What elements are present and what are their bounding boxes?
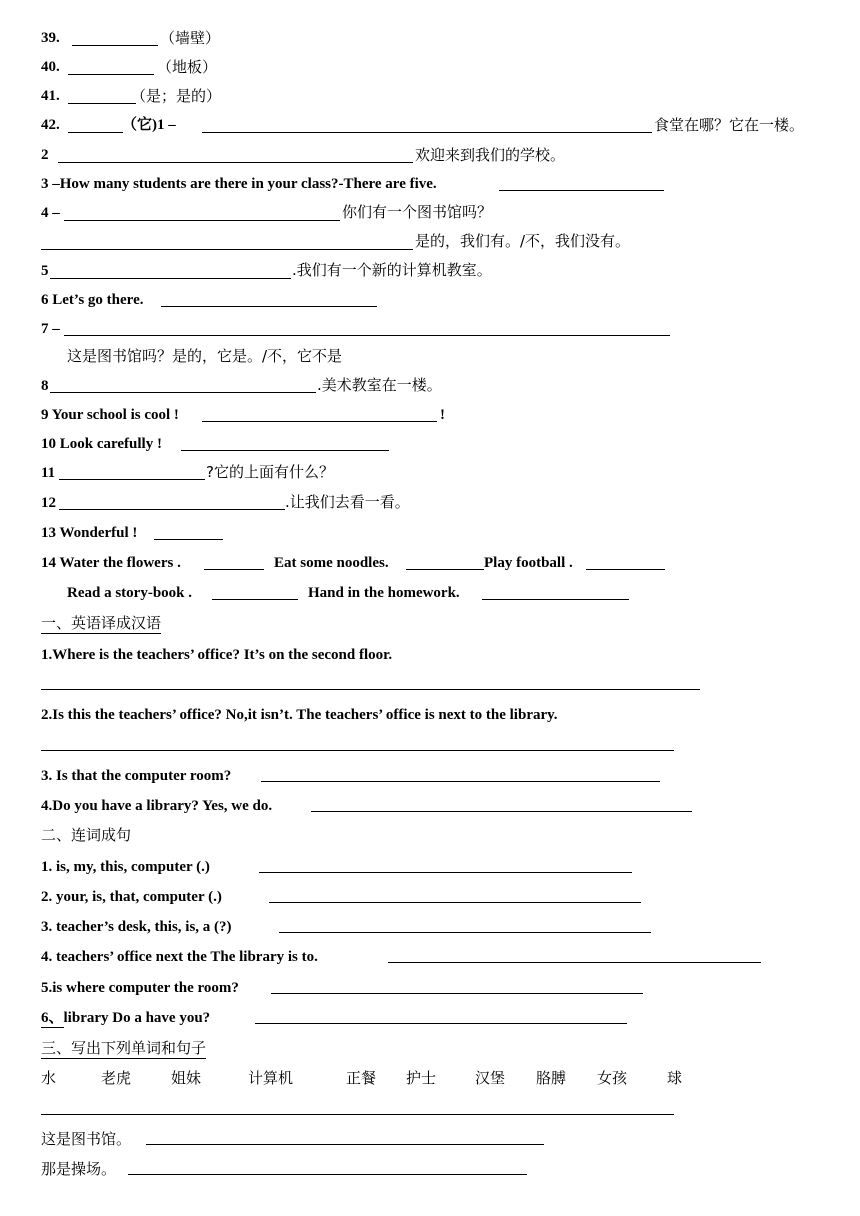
section-2-q3-blank[interactable]	[279, 932, 651, 933]
item-40-hint: （地板）	[157, 58, 218, 76]
sentence-4-blank[interactable]	[64, 220, 340, 221]
sentence-14-water: 14 Water the flowers .	[41, 555, 181, 571]
item-42-mid: （它)1 –	[122, 117, 176, 133]
item-39-number: 39.	[41, 30, 60, 46]
word-hamburger: 汉堡	[475, 1069, 506, 1087]
section-3-sentence-2-blank[interactable]	[128, 1174, 527, 1175]
sentence-5-hint: .我们有一个新的计算机教室。	[292, 261, 492, 279]
sentence-13-blank[interactable]	[154, 539, 223, 540]
sentence-12-blank[interactable]	[59, 509, 285, 510]
section-1-q2: 2.Is this the teachers’ office? No,it isn’t. The teachers’ office is next to the library.	[41, 707, 558, 723]
section-2-q5-blank[interactable]	[271, 993, 643, 994]
section-3-sentence-1: 这是图书馆。	[41, 1130, 132, 1148]
sentence-14-football: Play football .	[484, 555, 573, 571]
sentence-14-homework-blank[interactable]	[482, 599, 629, 600]
sentence-2-number: 2	[41, 147, 49, 163]
word-computer: 计算机	[248, 1069, 294, 1087]
item-39-blank[interactable]	[72, 45, 158, 46]
sentence-12-number: 12	[41, 495, 56, 511]
sentence-8-blank[interactable]	[50, 392, 316, 393]
sentence-14-storybook: Read a story-book .	[67, 585, 193, 601]
sentence-11-blank[interactable]	[59, 479, 205, 480]
word-girl: 女孩	[597, 1069, 628, 1087]
sentence-4-number: 4 –	[41, 205, 60, 221]
sentence-1-blank[interactable]	[202, 132, 652, 133]
section-3-title: 三、写出下列单词和句子	[41, 1039, 207, 1057]
item-40-blank[interactable]	[68, 74, 154, 75]
sentence-6-blank[interactable]	[161, 306, 377, 307]
sentence-14-football-blank[interactable]	[586, 569, 665, 570]
section-1-q1-blank[interactable]	[41, 689, 700, 690]
section-3-words-blank[interactable]	[41, 1114, 674, 1115]
sentence-3-text: 3 –How many students are there in your class?-There are five.	[41, 176, 437, 192]
sentence-8-number: 8	[41, 378, 49, 394]
word-sister: 姐妹	[171, 1069, 202, 1087]
sentence-12-hint: .让我们去看一看。	[285, 493, 410, 511]
word-dinner: 正餐	[346, 1069, 377, 1087]
sentence-4-answer-blank[interactable]	[41, 249, 413, 250]
section-3-sentence-2: 那是操场。	[41, 1160, 117, 1178]
word-water: 水	[41, 1069, 57, 1087]
item-39-hint: （墙壁）	[160, 29, 221, 47]
section-2-q6: 6、library Do a have you?	[41, 1010, 211, 1026]
section-1-q1: 1.Where is the teachers’ office? It’s on the second floor.	[41, 647, 393, 663]
section-2-q3: 3. teacher’s desk, this, is, a (?)	[41, 919, 232, 935]
section-2-q2: 2. your, is, that, computer (.)	[41, 889, 222, 905]
section-3-sentence-1-blank[interactable]	[146, 1144, 544, 1145]
sentence-9-text: 9 Your school is cool !	[41, 407, 179, 423]
sentence-14-water-blank[interactable]	[204, 569, 264, 570]
sentence-9-end: !	[440, 407, 445, 423]
sentence-2-blank[interactable]	[58, 162, 413, 163]
sentence-4-answer-hint: 是的，我们有。/不，我们没有。	[415, 232, 631, 250]
sentence-2-hint: 欢迎来到我们的学校。	[415, 146, 566, 164]
sentence-11-number: 11	[41, 465, 56, 481]
sentence-13-text: 13 Wonderful !	[41, 525, 138, 541]
sentence-14-homework: Hand in the homework.	[308, 585, 460, 601]
section-2-q1: 1. is, my, this, computer (.)	[41, 859, 210, 875]
sentence-7-blank[interactable]	[64, 335, 670, 336]
sentence-3-blank[interactable]	[499, 190, 664, 191]
sentence-14-noodles-blank[interactable]	[406, 569, 484, 570]
sentence-8-hint: .美术教室在一楼。	[317, 376, 442, 394]
sentence-4-hint: 你们有一个图书馆吗？	[342, 203, 493, 221]
section-1-title: 一、英语译成汉语	[41, 614, 162, 632]
item-41-number: 41.	[41, 88, 60, 104]
section-2-title: 二、连词成句	[41, 826, 132, 844]
sentence-1-hint: 食堂在哪？它在一楼。	[654, 116, 805, 134]
item-42-blank[interactable]	[68, 132, 123, 133]
section-1-q3: 3. Is that the computer room?	[41, 768, 232, 784]
sentence-14-noodles: Eat some noodles.	[274, 555, 389, 571]
word-nurse: 护士	[406, 1069, 437, 1087]
sentence-10-text: 10 Look carefully !	[41, 436, 162, 452]
section-2-q2-blank[interactable]	[269, 902, 641, 903]
item-41-hint: （是；是的）	[131, 87, 222, 105]
sentence-10-blank[interactable]	[181, 450, 389, 451]
sentence-5-blank[interactable]	[50, 278, 291, 279]
item-42-number: 42.	[41, 117, 60, 133]
sentence-7-number: 7 –	[41, 321, 60, 337]
sentence-5-number: 5	[41, 263, 49, 279]
section-1-q4-blank[interactable]	[311, 811, 692, 812]
sentence-11-hint: ?它的上面有什么？	[206, 463, 334, 481]
section-2-q4: 4. teachers’ office next the The library is to.	[41, 949, 318, 965]
word-tiger: 老虎	[101, 1069, 132, 1087]
word-arm: 胳膊	[536, 1069, 567, 1087]
section-1-q2-blank[interactable]	[41, 750, 674, 751]
section-1-q3-blank[interactable]	[261, 781, 660, 782]
section-2-q5: 5.is where computer the room?	[41, 980, 239, 996]
section-2-q1-blank[interactable]	[259, 872, 632, 873]
sentence-7-hint: 这是图书馆吗？是的，它是。/不，它不是	[67, 347, 343, 365]
sentence-6-text: 6 Let’s go there.	[41, 292, 144, 308]
section-2-q6-blank[interactable]	[255, 1023, 627, 1024]
item-40-number: 40.	[41, 59, 60, 75]
section-1-q4: 4.Do you have a library? Yes, we do.	[41, 798, 273, 814]
word-ball: 球	[667, 1069, 683, 1087]
item-41-blank[interactable]	[68, 103, 136, 104]
section-2-q4-blank[interactable]	[388, 962, 761, 963]
sentence-9-blank[interactable]	[202, 421, 437, 422]
sentence-14-storybook-blank[interactable]	[212, 599, 298, 600]
